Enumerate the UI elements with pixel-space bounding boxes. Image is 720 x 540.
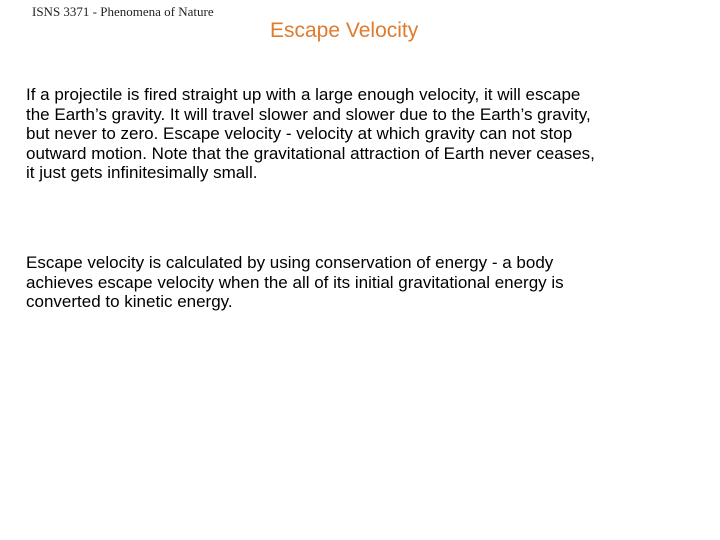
paragraph-calculation [26, 253, 706, 312]
paragraph-intro [26, 85, 706, 183]
paragraph-line: it just gets infinitesimally small. [26, 163, 258, 182]
course-header: ISNS 3371 - Phenomena of Nature [32, 4, 214, 19]
paragraph-line: Escape velocity is calculated by using conservation of energy - a body [26, 253, 554, 272]
paragraph-line: outward motion. Note that the gravitational attraction of Earth never ceases, [26, 143, 595, 163]
paragraph-line: but never to zero. Escape velocity - velocity at which gravity can not stop [26, 124, 573, 143]
paragraph-line: If a projectile is fired straight up with a large enough velocity, it will escape [26, 85, 581, 104]
paragraph-line: achieves escape velocity when the all of its initial gravitational energy is [26, 272, 564, 292]
paragraph-line: converted to kinetic energy. [26, 292, 233, 311]
paragraph-line: the Earth’s gravity. It will travel slower and slower due to the Earth’s gravity, [26, 104, 591, 124]
slide-title: Escape Velocity [270, 19, 419, 42]
